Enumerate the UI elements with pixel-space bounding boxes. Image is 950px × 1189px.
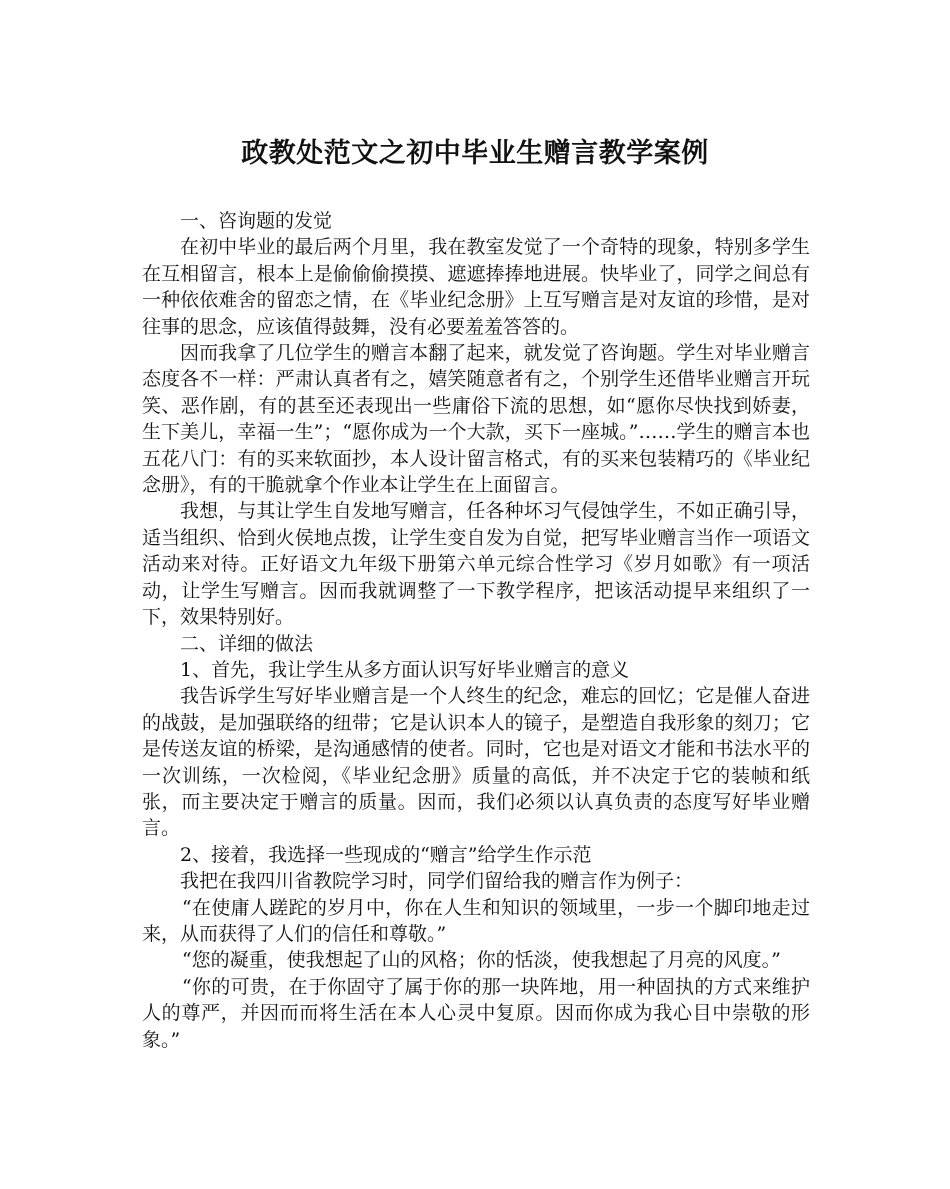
paragraph: 在初中毕业的最后两个月里，我在教室发觉了一个奇特的现象，特别多学生在互相留言，根本上是偷偷偷摸摸、遮遮捧捧地进展。快毕业了，同学之间总有一种依依难舍的留恋之情，在《毕业纪念册》上互写赠言是对友谊的珍惜，是对往事的思念，应该值得鼓舞，没有必要羞羞答答的。 [142,236,810,338]
paragraph: 因而我拿了几位学生的赠言本翻了起来，就发觉了咨询题。学生对毕业赠言态度各不一样：严肃认真者有之，嬉笑随意者有之，个别学生还借毕业赠言开玩笑、恶作剧，有的甚至还表现出一些庸俗下流的思想，如“愿你尽快找到娇妻，生下美儿，幸福一生”；“愿你成为一个大款，买下一座城。”……学生的赠言本也五花八门：有的买来软面抄，本人设计留言格式，有的买来包装精巧的《毕业纪念册》，有的干脆就拿个作业本让学生在上面留言。 [142,342,810,497]
quote-paragraph: “在使庸人蹉跎的岁月中，你在人生和知识的领域里，一步一个脚印地走过来，从而获得了人们的信任和尊敬。” [142,896,810,945]
document-body [142,208,810,1053]
subheading-2: 2、接着，我选择一些现成的“赠言”给学生作示范 [180,843,592,866]
paragraph: 我想，与其让学生自发地写赠言，任各种坏习气侵蚀学生，不如正确引导，适当组织、恰到火侯地点拨，让学生变自发为自觉，把写毕业赠言当作一项语文活动来对待。正好语文九年级下册第六单元综合性学习《岁月如歌》有一项活动，让学生写赠言。因而我就调整了一下教学程序，把该活动提早来组织了一下，效果特别好。 [142,500,810,629]
section-heading-2: 二、详细的做法 [180,632,314,655]
section-heading-1: 一、咨询题的发觉 [180,210,333,232]
document-title: 政教处范文之初中毕业生赠言教学案例 [241,138,709,169]
paragraph: 我把在我四川省教院学习时，同学们留给我的赠言作为例子： [180,870,694,893]
paragraph: 我告诉学生写好毕业赠言是一个人终生的纪念，难忘的回忆；它是催人奋进的战鼓，是加强联络的纽带；它是认识本人的镜子，是塑造自我形象的刻刀；它是传送友谊的桥梁，是沟通感情的使者。同时，它也是对语文才能和书法水平的一次训练，一次检阅，《毕业纪念册》质量的高低，并不决定于它的装帧和纸张，而主要决定于赠言的质量。因而，我们必须以认真负责的态度写好毕业赠言。 [142,685,810,840]
quote-paragraph: “您的凝重，使我想起了山的风格；你的恬淡，使我想起了月亮的风度。” [181,949,781,972]
quote-paragraph: “你的可贵，在于你固守了属于你的那一块阵地，用一种固执的方式来维护人的尊严，并因而而将生活在本人心灵中复原。因而你成为我心目中崇敬的形象。” [142,975,810,1051]
subheading-1: 1、首先，我让学生从多方面认识写好毕业赠言的意义 [180,658,630,681]
